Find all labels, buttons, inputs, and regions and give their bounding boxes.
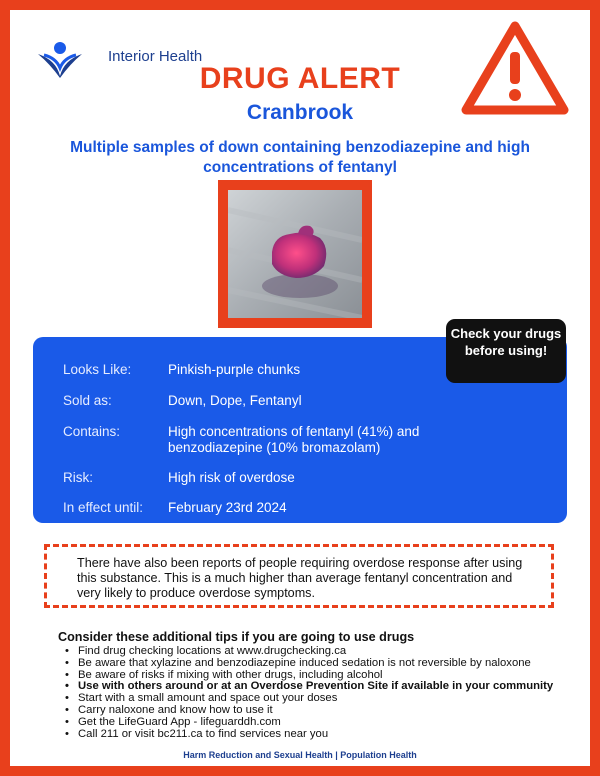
tip-item: • Start with a small amount and space out your doses bbox=[62, 693, 553, 705]
detail-label: Risk: bbox=[63, 470, 93, 485]
tip-item: • Find drug checking locations at www.drugchecking.ca bbox=[62, 646, 553, 658]
tip-item: • Get the LifeGuard App - lifeguarddh.com bbox=[62, 717, 553, 729]
substance-photo-frame bbox=[218, 180, 372, 328]
detail-value: February 23rd 2024 bbox=[168, 500, 287, 515]
substance-photo bbox=[228, 190, 362, 318]
tip-item: • Use with others around or at an Overdose Prevention Site if available in your community bbox=[62, 681, 553, 693]
detail-value: High concentrations of fentanyl (41%) and benzodiazepine (10% bromazolam) bbox=[168, 424, 420, 455]
footer-credit: Harm Reduction and Sexual Health | Population Health bbox=[183, 750, 417, 760]
org-name: Interior Health bbox=[108, 48, 203, 65]
detail-value: Pinkish-purple chunks bbox=[168, 362, 301, 377]
detail-value: High risk of overdose bbox=[168, 470, 295, 485]
detail-label: Looks Like: bbox=[63, 362, 132, 377]
tip-item: • Call 211 or visit bc211.ca to find services near you bbox=[62, 729, 553, 741]
alert-headline: Multiple samples of down containing benzodiazepine and high concentrations of fentanyl bbox=[70, 139, 530, 176]
tip-item: • Be aware of risks if mixing with other drugs, including alcohol bbox=[62, 670, 553, 682]
tips-list bbox=[62, 646, 553, 740]
alert-title: DRUG ALERT bbox=[199, 62, 401, 95]
check-drugs-callout: Check your drugs before using! bbox=[446, 319, 566, 383]
tips-heading: Consider these additional tips if you are going to use drugs bbox=[58, 630, 415, 644]
detail-label: Sold as: bbox=[63, 393, 112, 408]
tip-item: • Be aware that xylazine and benzodiazepine induced sedation is not reversible by naloxone bbox=[62, 658, 553, 670]
detail-value: Down, Dope, Fentanyl bbox=[168, 393, 302, 408]
tip-item: • Carry naloxone and know how to use it bbox=[62, 705, 553, 717]
overdose-notice-text: There have also been reports of people requiring overdose response after using this substance. This is a much higher than average fentanyl concentration and very likely to produce overdose symptoms. bbox=[77, 556, 523, 600]
alert-location: Cranbrook bbox=[246, 101, 354, 124]
detail-label: Contains: bbox=[63, 424, 121, 439]
overdose-notice-box bbox=[44, 544, 554, 608]
detail-label: In effect until: bbox=[63, 500, 144, 515]
